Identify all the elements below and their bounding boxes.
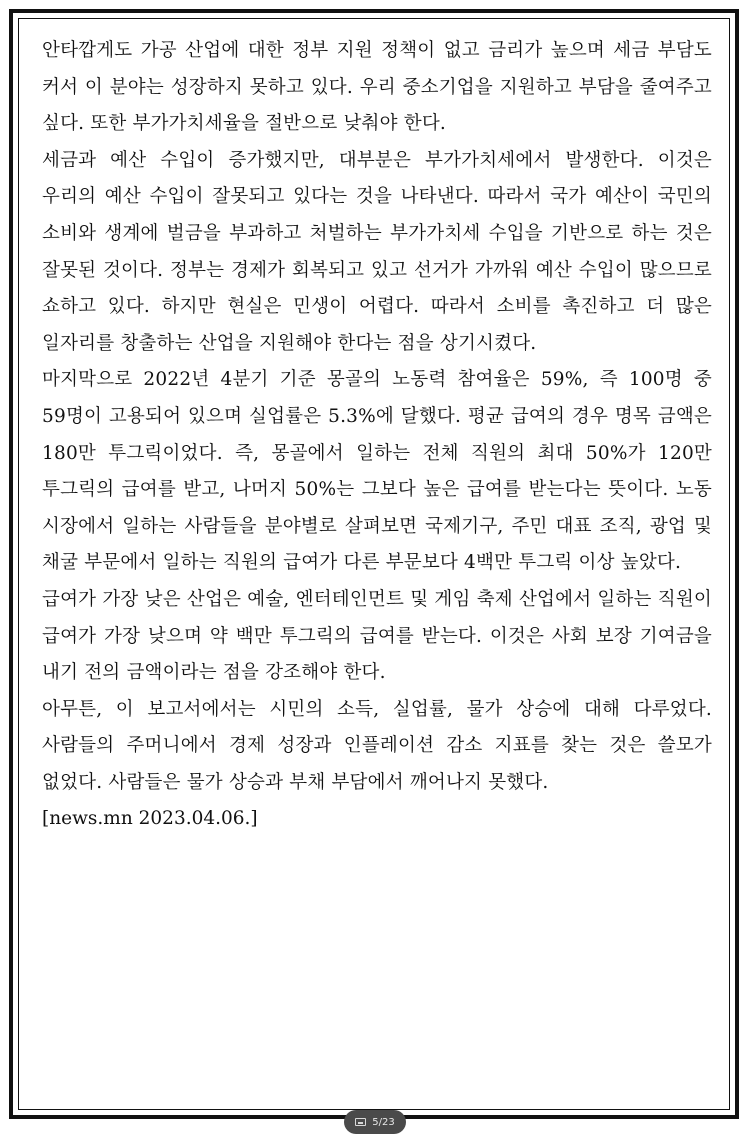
paragraph-processing-industry: 안타깝게도 가공 산업에 대한 정부 지원 정책이 없고 금리가 높으며 세금 부담도 커서 이 분야는 성장하지 못하고 있다. 우리 중소기업을 지원하고 부담을 줄여주고 싶다. 또한 부가가치세율을 절반으로 낮춰야 한다. (42, 40, 712, 135)
source-citation: [news.mn 2023.04.06.] (42, 808, 258, 830)
paragraph-lowest-wage-industry: 급여가 가장 낮은 산업은 예술, 엔터테인먼트 및 게임 축제 산업에서 일하는 직원이 급여가 가장 낮으며 약 백만 투그릭의 급여를 받는다. 이것은 사회 보장 기여금을 내기 전의 금액이라는 점을 강조해야 한다. (42, 588, 712, 684)
page-indicator[interactable] (344, 1110, 406, 1134)
paragraph-budget-revenue: 세금과 예산 수입이 증가했지만, 대부분은 부가가치세에서 발생한다. 이것은 우리의 예산 수입이 잘못되고 있다는 것을 나타낸다. 따라서 국가 예산이 국민의 소비와 생계에 벌금을 부과하고 처벌하는 부가가치세 수입을 기반으로 하는 것은 잘못된 것이다. 정부는 경제가 회복되고 있고 선거가 가까워 예산 수입이 많으므로 쇼하고 있다. 하지만 현실은 민생이 어렵다. 따라서 소비를 촉진하고 더 많은 일자리를 창출하는 산업을 지원해야 한다는 점을 상기시켰다. (42, 149, 712, 354)
page-number-label: 5/23 (372, 1116, 395, 1128)
page-thumbnail-icon (355, 1118, 366, 1126)
paragraph-labor-market: 마지막으로 2022년 4분기 기준 몽골의 노동력 참여율은 59%, 즉 100명 중 59명이 고용되어 있으며 실업률은 5.3%에 달했다. 평균 급여의 경우 명목 금액은 180만 투그릭이었다. 즉, 몽골에서 일하는 전체 직원의 최대 50%가 120만 투그릭의 급여를 받고, 나머지 50%는 그보다 높은 급여를 받는다는 뜻이다. 노동 시장에서 일하는 사람들을 분야별로 살펴보면 국제기구, 주민 대표 조직, 광업 및 채굴 부문에서 일하는 직원의 급여가 다른 부문보다 4백만 투그릭 이상 높았다. (42, 369, 712, 574)
paragraph-conclusion: 아무튼, 이 보고서에서는 시민의 소득, 실업률, 물가 상승에 대해 다루었다. 사람들의 주머니에서 경제 성장과 인플레이션 감소 지표를 찾는 것은 쓸모가 없었다. 사람들은 물가 상승과 부채 부담에서 깨어나지 못했다. (42, 698, 712, 793)
document-body (42, 33, 712, 838)
